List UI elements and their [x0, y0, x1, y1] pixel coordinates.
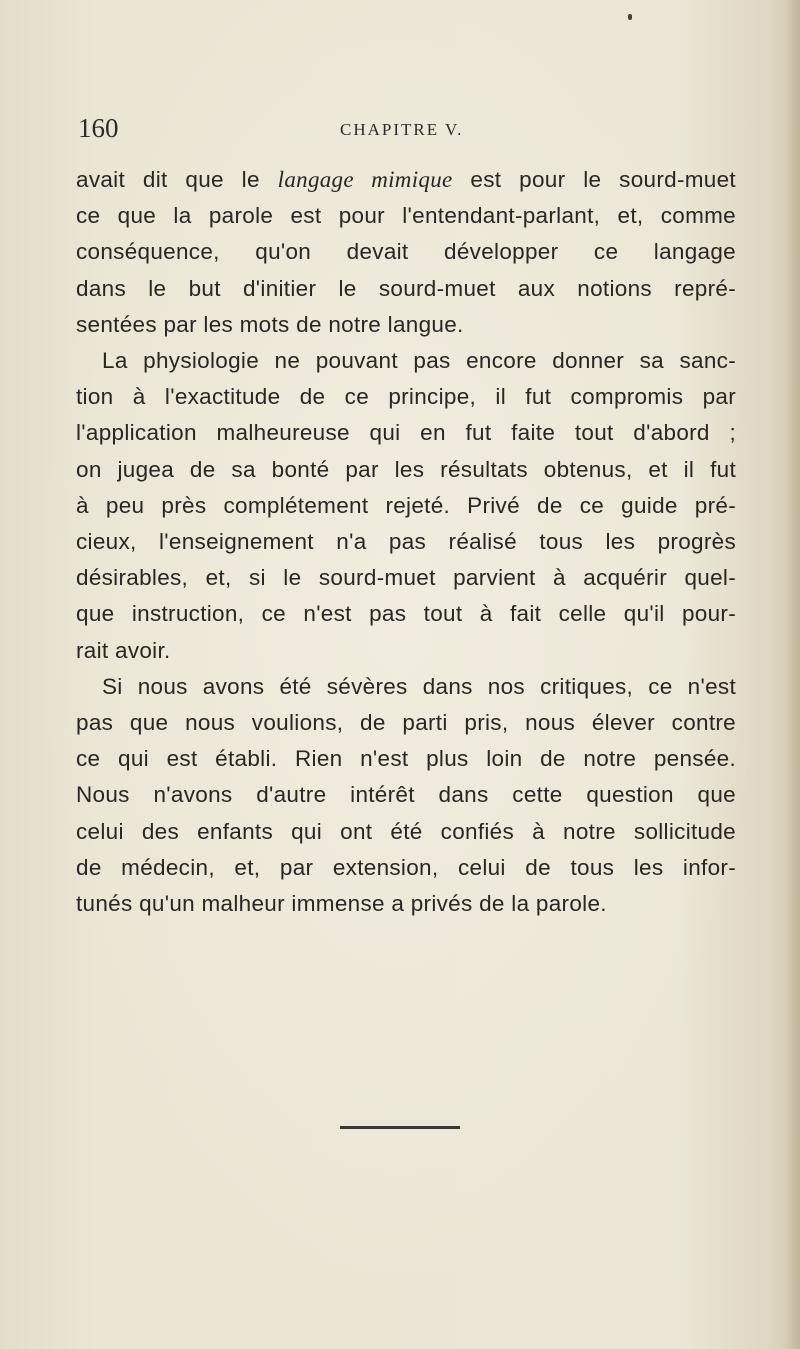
text-line: ce qui est établi. Rien n'est plus loin de notre pensée. [76, 746, 736, 772]
text-line: conséquence, qu'on devait développer ce langage [76, 239, 736, 265]
body-text [76, 162, 736, 922]
text-line [76, 162, 736, 198]
text-line: celui des enfants qui ont été confiés à notre sollicitude [76, 818, 736, 844]
paragraph-start-line: La physiologie ne pouvant pas encore donner sa sanc- [102, 348, 736, 374]
text-line: de médecin, et, par extension, celui de tous les infor- [76, 854, 736, 880]
section-end-rule [340, 1126, 460, 1129]
text-fragment: est pour le sourd-muet [470, 167, 736, 192]
text-fragment: avait dit que le [76, 167, 260, 192]
text-line: à peu près complétement rejeté. Privé de ce guide pré- [76, 492, 736, 518]
text-line: on jugea de sa bonté par les résultats obtenus, et il fut [76, 456, 736, 482]
text-line: désirables, et, si le sourd-muet parvient à acquérir quel- [76, 565, 736, 591]
text-line: cieux, l'enseignement n'a pas réalisé tous les progrès [76, 529, 736, 555]
text-line: Nous n'avons d'autre intérêt dans cette question que [76, 782, 736, 808]
page-number: 160 [78, 113, 119, 143]
running-head: CHAPITRE V. [340, 120, 464, 139]
text-line: ce que la parole est pour l'entendant-parlant, et, comme [76, 203, 736, 229]
page-header [78, 112, 738, 152]
text-line: que instruction, ce n'est pas tout à fait celle qu'il pour- [76, 601, 736, 627]
text-line: sentées par les mots de notre langue. [76, 311, 464, 337]
text-line: rait avoir. [76, 637, 171, 663]
text-line: l'application malheureuse qui en fut faite tout d'abord ; [76, 420, 736, 446]
italic-term: langage mimique [277, 167, 453, 192]
text-line: pas que nous voulions, de parti pris, nous élever contre [76, 710, 736, 736]
ink-speck [628, 14, 632, 20]
page-edge-shadow [786, 0, 800, 1349]
text-line: tion à l'exactitude de ce principe, il fut compromis par [76, 384, 736, 410]
paragraph-start-line: Si nous avons été sévères dans nos critiques, ce n'est [102, 673, 736, 699]
text-line: tunés qu'un malheur immense a privés de la parole. [76, 891, 607, 917]
text-line: dans le but d'initier le sourd-muet aux notions repré- [76, 275, 736, 301]
